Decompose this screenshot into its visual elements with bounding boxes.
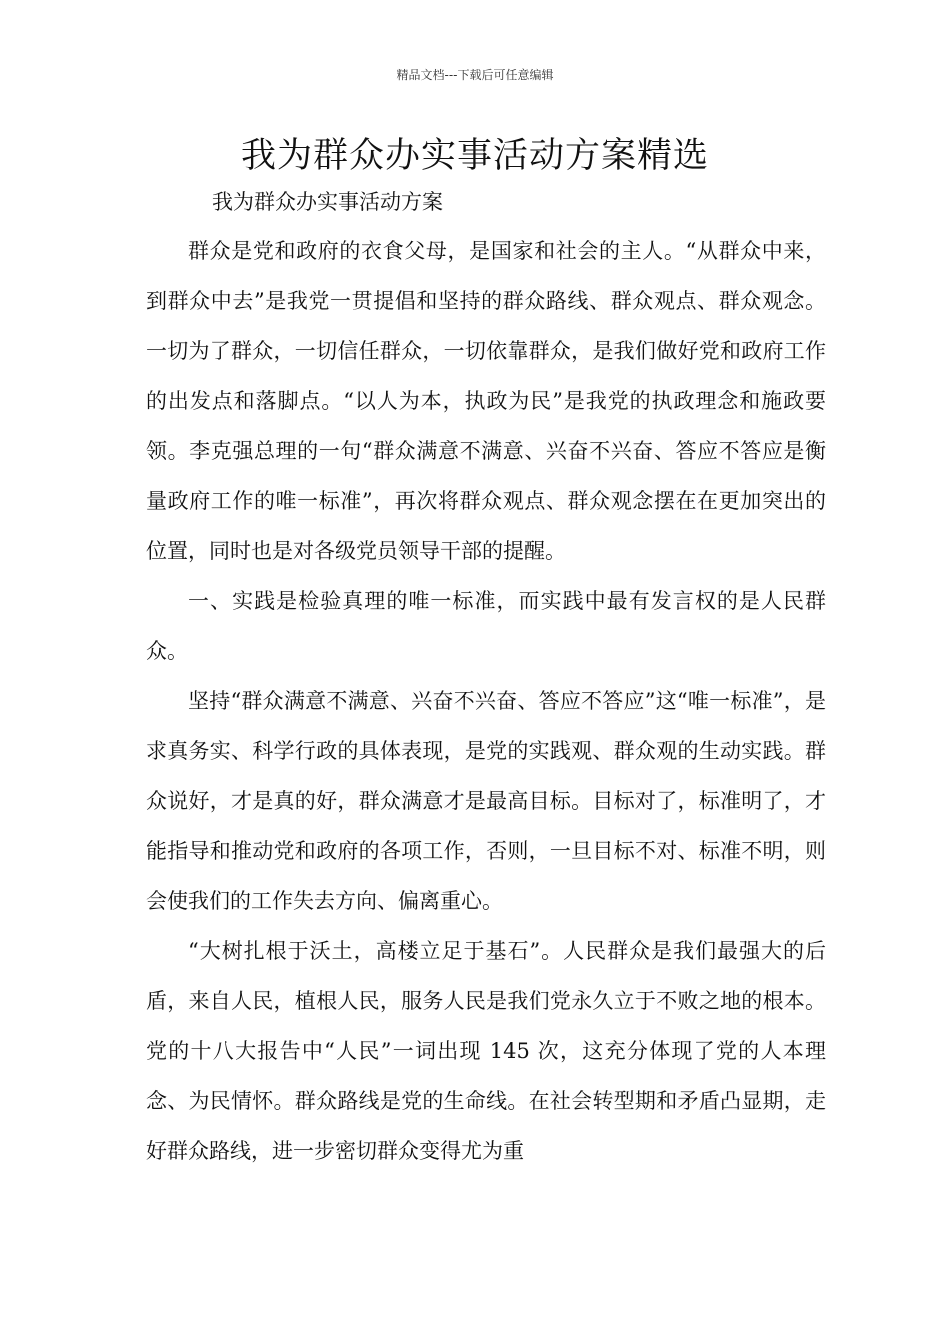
header-note: 精品文档---下载后可任意编辑: [396, 68, 554, 82]
paragraph: 群众是党和政府的衣食父母，是国家和社会的主人。“从群众中来，到群众中去”是我党一贯提倡和坚持的群众路线、群众观点、群众观念。一切为了群众，一切信任群众，一切依靠群众，是我们做好党和政府工作的出发点和落脚点。“以人为本，执政为民”是我党的执政理念和施政要领。李克强总理的一句“群众满意不满意、兴奋不兴奋、答应不答应是衡量政府工作的唯一标准”，再次将群众观点、群众观念摆在在更加突出的位置，同时也是对各级党员领导干部的提醒。: [146, 239, 826, 563]
document-subtitle: 我为群众办实事活动方案: [212, 190, 443, 214]
paragraph: 一、实践是检验真理的唯一标准，而实践中最有发言权的是人民群众。: [146, 589, 826, 663]
paragraph: 坚持“群众满意不满意、兴奋不兴奋、答应不答应”这“唯一标准”，是求真务实、科学行政的具体表现，是党的实践观、群众观的生动实践。群众说好，才是真的好，群众满意才是最高目标。目标对了，标准明了，才能指导和推动党和政府的各项工作，否则，一旦目标不对、标准不明，则会使我们的工作失去方向、偏离重心。: [146, 689, 826, 913]
document-body: [146, 226, 826, 1176]
paragraph: “大树扎根于沃土，高楼立足于基石”。人民群众是我们最强大的后盾，来自人民，植根人民，服务人民是我们党永久立于不败之地的根本。党的十八大报告中“人民”一词出现 145 次，这充分体现了党的人本理念、为民情怀。群众路线是党的生命线。在社会转型期和矛盾凸显期，走好群众路线，进一步密切群众变得尤为重: [146, 939, 826, 1163]
document-title: 我为群众办实事活动方案精选: [240, 136, 709, 176]
